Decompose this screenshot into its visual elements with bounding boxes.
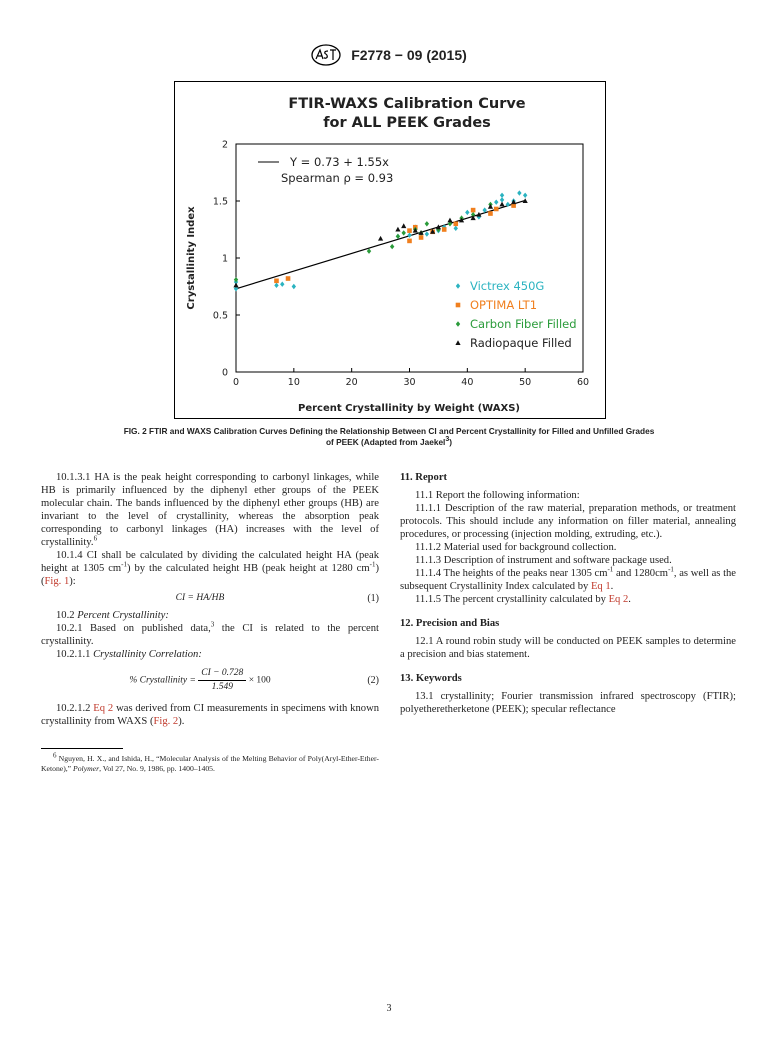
data-point (511, 199, 516, 204)
para-text: 10.1.3.1 HA is the peak height corresponding to carbonyl linkages, while HB is primarily influenced by the diphenyl ether groups of the PEEK molecular chain. The bands influenced by the diphenyl ether groups (HB) are invariant to the level of crystallinity, whereas the absorption peak corresponding to carbonyl linkages (HA) increases with the level of crystallinity. (41, 472, 379, 548)
y-tick-label: 0 (221, 367, 228, 379)
para-text: , as well as the subsequent Crystallinity Index calculated by (400, 568, 737, 592)
legend-marker (456, 283, 460, 288)
calibration-chart (175, 82, 605, 418)
denominator: 1.549 (211, 682, 233, 692)
legend-marker (456, 321, 460, 326)
para-10-2-1-2 (41, 702, 379, 728)
caption-end: ) (449, 437, 453, 447)
superscript: -1 (121, 560, 127, 569)
superscript: -1 (668, 565, 674, 574)
footnote-divider (41, 748, 123, 749)
para-13-1: 13.1 crystallinity; Fourier transmission infrared spectroscopy (FTIR); polyetheretherketone (PEEK); specular reflectance (400, 691, 736, 715)
equation-2-number: (2) (367, 675, 379, 686)
footnote-ref: 6 (93, 534, 98, 543)
caption-line2: of PEEK (Adapted from Jaekel (325, 437, 446, 447)
section-12-heading: 12. Precision and Bias (400, 618, 500, 629)
x-axis-label: Percent Crystallinity by Weight (WAXS) (298, 403, 520, 414)
x-tick-label: 50 (519, 377, 532, 388)
y-axis-label: Crystallinity Index (186, 206, 197, 310)
legend-label: OPTIMA LT1 (470, 298, 538, 312)
equation-1-formula: CI = HA/HB (175, 593, 225, 603)
data-point (471, 208, 476, 213)
x-tick-label: 40 (461, 377, 474, 388)
para-text: 10.2.1.2 (56, 703, 94, 714)
data-point (453, 222, 458, 227)
left-column (41, 471, 379, 774)
equation-2-formula (41, 667, 359, 694)
data-point (425, 231, 429, 236)
equation-lhs: % Crystallinity = (129, 675, 196, 686)
y-tick-label: 1.5 (212, 196, 228, 208)
superscript: -1 (607, 565, 614, 574)
data-point (494, 207, 499, 212)
eq2-link[interactable]: Eq 2 (93, 703, 114, 714)
footnote-text: Nguyen, H. X., and Ishida, H., “Molecular Analysis of the Melting Behavior of Poly(Aryl-Ether-Ether-Ketone),” (41, 754, 379, 773)
para-10-1-4 (41, 549, 379, 588)
data-point (407, 239, 412, 244)
para-11-1-4 (400, 567, 736, 593)
eq1-link[interactable]: Eq 1 (590, 581, 611, 592)
numerator: CI − 0.728 (198, 667, 246, 681)
x-tick-label: 30 (403, 377, 416, 388)
astm-logo-icon (311, 44, 341, 66)
eq2-link[interactable]: Eq 2 (608, 594, 629, 605)
x-tick-label: 10 (287, 377, 300, 388)
data-point (402, 230, 406, 235)
data-point (447, 218, 452, 223)
equation-fraction (198, 667, 246, 694)
equation-1 (41, 592, 379, 605)
y-tick-label: 2 (221, 139, 228, 151)
section-11-heading: 11. Report (400, 472, 448, 483)
figure-frame (174, 81, 606, 419)
journal-name: Polymer (73, 764, 100, 773)
caption-ref: 3 (445, 436, 450, 444)
data-point (488, 211, 493, 216)
data-point (419, 235, 424, 240)
para-10-2-1 (41, 622, 379, 648)
legend-marker (455, 340, 460, 345)
data-point (407, 228, 412, 233)
para-text: was derived from CI measurements in specimens with known crystallinity from WAXS ( (41, 703, 380, 727)
para-11-1-1: 11.1.1 Description of the raw material, preparation methods, or treatment protocols. This should include any information on filler material, annealing procedures, or processing (injection molding, extruding, etc.). (400, 503, 736, 540)
equation-tail: × 100 (248, 675, 271, 686)
y-tick-label: 0.5 (212, 310, 228, 322)
para-11-1-3: 11.1.3 Description of instrument and software package used. (415, 555, 672, 566)
data-point (378, 236, 383, 241)
para-10-2-1-1 (41, 648, 379, 661)
right-column (400, 471, 736, 716)
para-text: the CI is related to the percent crystallinity. (41, 623, 379, 647)
data-point (367, 248, 371, 253)
figure-caption (40, 426, 738, 448)
chart-title-line1: FTIR-WAXS Calibration Curve (288, 96, 526, 112)
data-point (442, 227, 447, 232)
data-point (395, 227, 400, 232)
fig1-link[interactable]: Fig. 1 (44, 576, 70, 587)
para-11-1: 11.1 Report the following information: (415, 490, 580, 501)
fit-equation-label: Y = 0.73 + 1.55x (290, 155, 389, 169)
superscript: -1 (369, 560, 376, 569)
para-text: . (628, 594, 631, 605)
x-tick-label: 0 (232, 377, 240, 388)
y-tick-label: 1 (221, 253, 228, 265)
data-point (407, 233, 411, 238)
x-tick-label: 60 (576, 377, 590, 388)
fit-line (236, 200, 525, 288)
legend-label: Carbon Fiber Filled (470, 317, 577, 331)
section-title: Percent Crystallinity: (77, 610, 169, 621)
legend (455, 279, 576, 350)
spearman-annotation: Spearman ρ = 0.93 (281, 171, 394, 185)
data-point (274, 283, 278, 288)
section-13-heading: 13. Keywords (400, 673, 462, 684)
data-point (292, 284, 296, 289)
data-point (523, 193, 527, 198)
para-text: ) ( (41, 563, 379, 587)
para-text: ). (178, 716, 185, 727)
data-point (390, 244, 394, 249)
para-text: 10.2 (56, 610, 78, 621)
data-point (517, 190, 521, 195)
footnote-ref: 3 (210, 620, 215, 629)
data-point (286, 276, 291, 281)
data-point (274, 279, 279, 284)
para-10-1-3-1 (41, 471, 379, 549)
chart-title-line2: for ALL PEEK Grades (323, 115, 491, 131)
data-point (280, 282, 284, 287)
data-point (401, 223, 406, 228)
para-text: 11.1.4 The heights of the peaks near 1305 cm (415, 568, 608, 579)
legend-label: Radiopaque Filled (470, 336, 572, 350)
data-point (465, 210, 469, 215)
para-12-1: 12.1 A round robin study will be conducted on PEEK samples to determine a precision and bias statement. (400, 636, 736, 660)
para-text: . (610, 581, 614, 592)
para-text: 10.1.4 CI shall be calculated by dividing the calculated height HA (peak height at 1305 cm (41, 550, 379, 574)
data-point (499, 202, 504, 207)
para-text: 10.2.1 Based on published data, (56, 623, 211, 634)
para-11-1-5 (400, 593, 736, 606)
para-text: ): (69, 576, 76, 587)
para-11-1-2: 11.1.2 Material used for background collection. (415, 542, 617, 553)
para-text: and 1280cm (613, 568, 669, 579)
para-text: ) by the calculated height HB (peak height at 1280 cm (127, 563, 370, 574)
fig2-link[interactable]: Fig. 2 (153, 716, 179, 727)
legend-marker (456, 303, 461, 308)
data-point (500, 193, 504, 198)
caption-line1: FIG. 2 FTIR and WAXS Calibration Curves Defining the Relationship Between CI and Percent Crystallinity for Filled and Unfilled Grades (123, 426, 655, 436)
equation-1-number: (1) (367, 593, 379, 604)
data-point (454, 226, 458, 231)
footnote-text: , Vol 27, No. 9, 1986, pp. 1400–1405. (99, 764, 215, 773)
data-point (494, 199, 498, 204)
para-text: 10.2.1.1 (56, 649, 94, 660)
section-title: Crystallinity Correlation: (93, 649, 202, 660)
equation-2 (41, 667, 379, 694)
data-point (233, 283, 238, 288)
x-tick-label: 20 (345, 377, 358, 388)
data-point (425, 221, 429, 226)
footnote-6 (41, 751, 379, 774)
legend-label: Victrex 450G (470, 279, 545, 293)
para-text: 11.1.5 The percent crystallinity calculated by (415, 594, 609, 605)
document-header (0, 44, 778, 66)
page-number: 3 (386, 1003, 392, 1014)
document-id: F2778 − 09 (2015) (351, 47, 467, 63)
footnote-number: 6 (53, 751, 57, 760)
